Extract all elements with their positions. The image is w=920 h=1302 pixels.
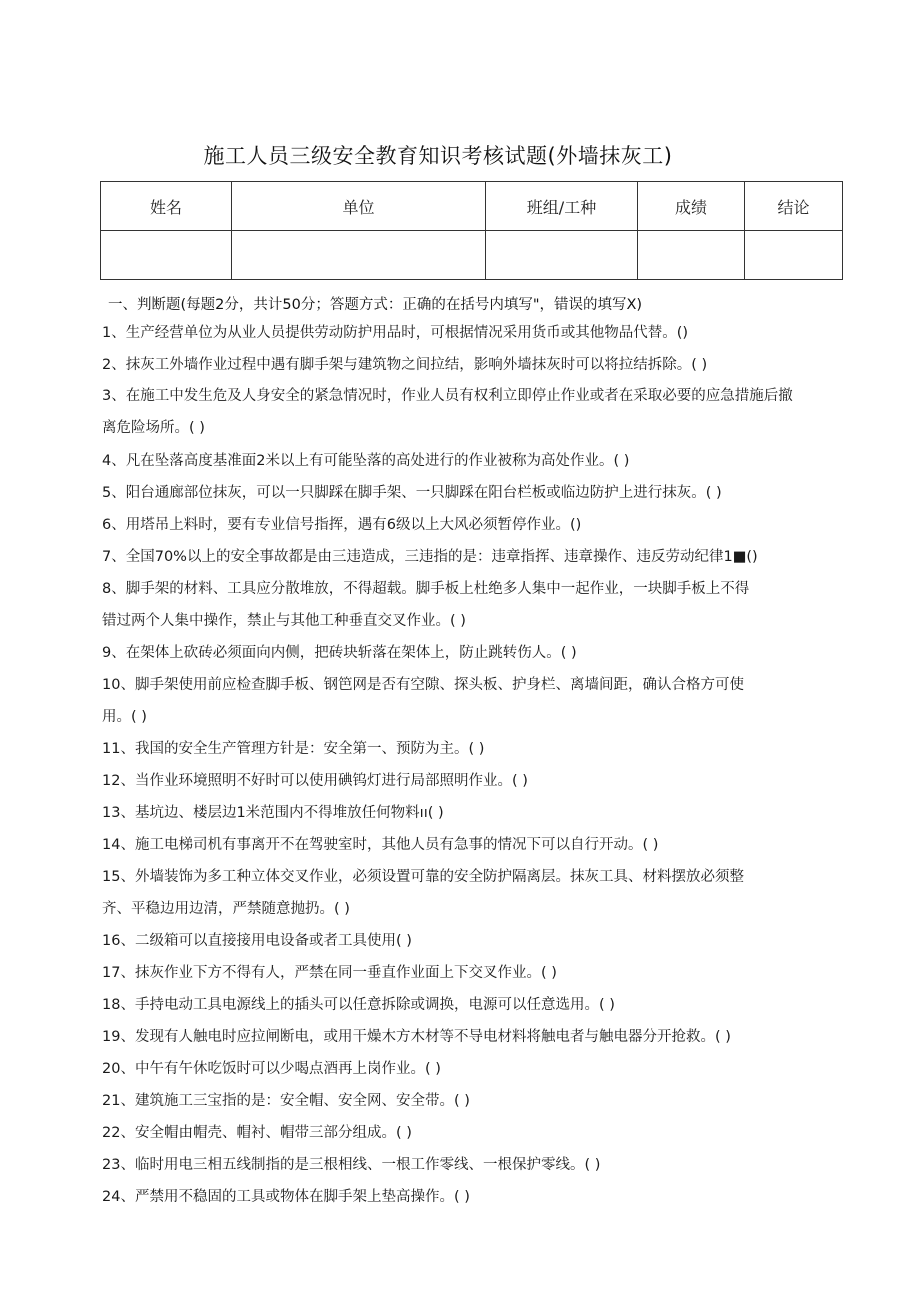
question-item: 17、抹灰作业下方不得有人，严禁在同一垂直作业面上下交叉作业。( ) (102, 965, 557, 981)
info-input-row (101, 231, 843, 280)
question-item: 15、外墙装饰为多工种立体交叉作业，必须设置可靠的安全防护隔离层。抹灰工具、材料摆放必须整 (102, 869, 744, 885)
question-item-continuation: 用。( ) (102, 709, 147, 725)
question-item: 18、手持电动工具电源线上的插头可以任意拆除或调换，电源可以任意选用。( ) (102, 997, 615, 1013)
question-item-continuation: 齐、平稳边用边清，严禁随意抛扔。( ) (102, 901, 350, 917)
page-title: 施工人员三级安全教育知识考核试题(外墙抹灰工) (203, 144, 673, 168)
question-item: 19、发现有人触电时应拉闸断电，或用干燥木方木材等不导电材料将触电者与触电器分开抢救。( ) (102, 1029, 731, 1045)
question-item: 24、严禁用不稳固的工具或物体在脚手架上垫高操作。( ) (102, 1189, 470, 1205)
info-header-row (101, 182, 843, 231)
team-trade-header: 班组/工种 (486, 182, 638, 231)
question-item: 8、脚手架的材料、工具应分散堆放，不得超载。脚手板上杜绝多人集中一起作业，一块脚手板上不得 (102, 581, 750, 597)
question-item: 12、当作业环境照明不好时可以使用碘钨灯进行局部照明作业。( ) (102, 773, 528, 789)
question-item: 11、我国的安全生产管理方针是：安全第一、预防为主。( ) (102, 741, 485, 757)
question-item: 10、脚手架使用前应检查脚手板、钢笆网是否有空隙、探头板、护身栏、离墙间距，确认合格方可使 (102, 677, 744, 693)
name-cell[interactable] (101, 231, 232, 280)
question-item: 4、凡在坠落高度基准面2米以上有可能坠落的高处进行的作业被称为高处作业。( ) (102, 453, 630, 469)
question-item: 23、临时用电三相五线制指的是三根相线、一根工作零线、一根保护零线。( ) (102, 1157, 601, 1173)
score-header: 成绩 (638, 182, 745, 231)
question-item: 22、安全帽由帽壳、帽衬、帽带三部分组成。( ) (102, 1125, 412, 1141)
question-item: 21、建筑施工三宝指的是：安全帽、安全网、安全带。( ) (102, 1093, 470, 1109)
question-item-continuation: 错过两个人集中操作，禁止与其他工种垂直交叉作业。( ) (102, 613, 466, 629)
question-item: 9、在架体上砍砖必须面向内侧，把砖块斩落在架体上，防止跳转伤人。( ) (102, 645, 577, 661)
question-item: 14、施工电梯司机有事离开不在驾驶室时，其他人员有急事的情况下可以自行开动。( ) (102, 837, 659, 853)
question-item: 5、阳台通廊部位抹灰，可以一只脚踩在脚手架、一只脚踩在阳台栏板或临边防护上进行抹灰。( ) (102, 485, 722, 501)
question-item: 16、二级箱可以直接接用电设备或者工具使用( ) (102, 933, 412, 949)
question-item: 1、生产经营单位为从业人员提供劳动防护用品时，可根据情况采用货币或其他物品代替。() (102, 325, 689, 341)
question-item: 13、基坑边、楼层边1米范围内不得堆放任何物料ıı( ) (102, 805, 444, 821)
team-trade-cell[interactable] (486, 231, 638, 280)
question-item-continuation: 离危险场所。( ) (102, 420, 205, 436)
question-item: 20、中午有午休吃饭时可以少喝点酒再上岗作业。( ) (102, 1061, 441, 1077)
conclusion-header: 结论 (745, 182, 843, 231)
question-item: 3、在施工中发生危及人身安全的紧急情况时，作业人员有权利立即停止作业或者在采取必要的应急措施后撤 (102, 388, 793, 404)
question-item: 7、全国70%以上的安全事故都是由三违造成，三违指的是：违章指挥、违章操作、违反劳动纪律1■() (102, 549, 758, 565)
question-item: 2、抹灰工外墙作业过程中遇有脚手架与建筑物之间拉结，影响外墙抹灰时可以将拉结拆除。( ) (102, 357, 708, 373)
section-header-true-false: 一、判断题(每题2分，共计50分；答题方式：正确的在括号内填写"，错误的填写X) (108, 297, 643, 313)
conclusion-cell[interactable] (745, 231, 843, 280)
student-info-table (100, 181, 843, 280)
question-item: 6、用塔吊上料时，要有专业信号指挥，遇有6级以上大风必须暂停作业。() (102, 517, 582, 533)
name-header: 姓名 (101, 182, 232, 231)
unit-cell[interactable] (232, 231, 486, 280)
unit-header: 单位 (232, 182, 486, 231)
score-cell[interactable] (638, 231, 745, 280)
